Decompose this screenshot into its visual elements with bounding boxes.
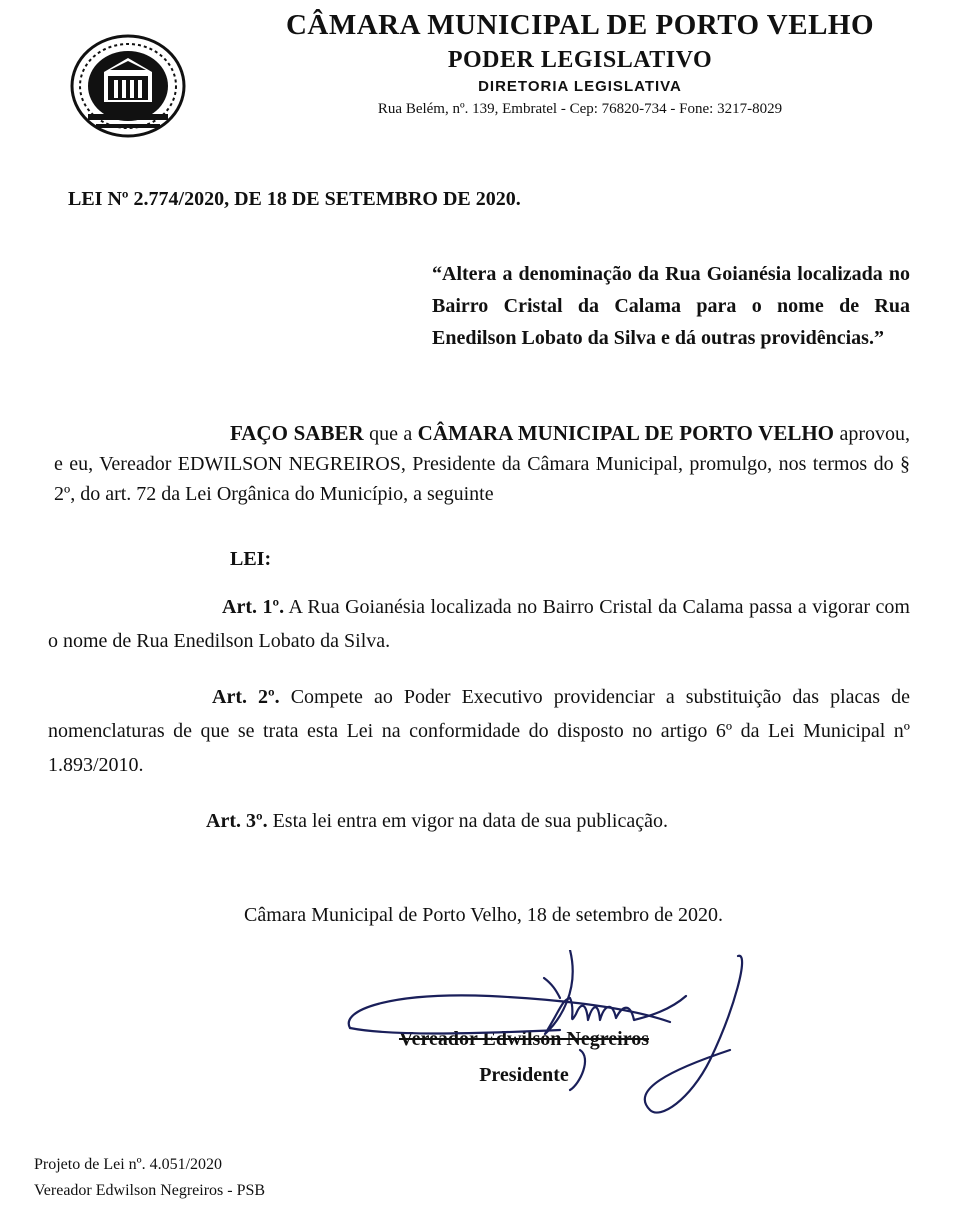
preamble-paragraph <box>54 418 910 509</box>
preamble-institution: CÂMARA MUNICIPAL DE PORTO VELHO <box>417 421 835 445</box>
address-line: Rua Belém, nº. 139, Embratel - Cep: 76820-734 - Fone: 3217-8029 <box>377 101 783 117</box>
article-3 <box>206 806 910 836</box>
branch-name: PODER LEGISLATIVO <box>447 47 713 73</box>
article-2-text: Compete ao Poder Executivo providenciar a substituição das placas de nomenclaturas de que se trata esta Lei na conformidade do disposto no artigo 6º da Lei Municipal nº 1.893/2010. <box>48 686 910 776</box>
signature-block <box>330 950 770 1130</box>
signer-name: Vereador Edwilson Negreiros <box>398 1028 649 1050</box>
letterhead <box>250 8 910 118</box>
lei-heading: LEI: <box>230 548 272 570</box>
article-3-text: Esta lei entra em vigor na data de sua publicação. <box>267 810 668 832</box>
article-1 <box>48 590 910 658</box>
municipal-seal-icon <box>68 28 188 140</box>
handwritten-signature <box>330 950 770 1130</box>
preamble-lead: FAÇO SABER <box>230 421 364 445</box>
preamble-mid: que a <box>363 423 418 445</box>
preamble-rest: aprovou, e eu, Vereador EDWILSON NEGREIROS, Presidente da Câmara Municipal, promulgo, nos termos do § 2º, do art. 72 da Lei Orgânica do Município, a seguinte <box>54 423 910 505</box>
footer <box>34 1152 265 1204</box>
place-and-date: Câmara Municipal de Porto Velho, 18 de setembro de 2020. <box>244 904 723 926</box>
article-2-label: Art. 2º. <box>212 686 280 708</box>
institution-name: CÂMARA MUNICIPAL DE PORTO VELHO <box>285 9 875 41</box>
article-3-label: Art. 3º. <box>206 810 268 832</box>
law-title: LEI Nº 2.774/2020, DE 18 DE SETEMBRO DE 2020. <box>68 188 521 210</box>
bill-reference: Projeto de Lei nº. 4.051/2020 <box>34 1156 223 1173</box>
law-ementa: “Altera a denominação da Rua Goianésia localizada no Bairro Cristal da Calama para o nome de Rua Enedilson Lobato da Silva e dá outras providências.” <box>432 263 910 349</box>
bill-author: Vereador Edwilson Negreiros - PSB <box>34 1182 266 1199</box>
department-name: DIRETORIA LEGISLATIVA <box>478 78 682 95</box>
article-2 <box>48 680 910 782</box>
article-1-label: Art. 1º. <box>222 596 285 618</box>
article-1-text: A Rua Goianésia localizada no Bairro Cristal da Calama passa a vigorar com o nome de Rua Enedilson Lobato da Silva. <box>48 596 910 652</box>
signer-role: Presidente <box>479 1064 569 1086</box>
